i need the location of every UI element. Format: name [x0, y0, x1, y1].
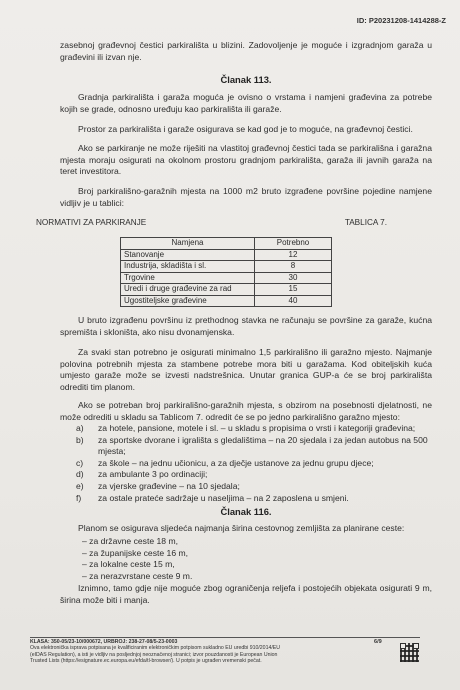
paragraph-8: Planom se osigurava sljedeća najmanja širina cestovnog zemljišta za planirane ceste:	[78, 523, 405, 533]
table-header-row	[121, 238, 332, 250]
table-row	[121, 261, 332, 273]
table-header-cell: Namjena	[121, 238, 255, 250]
footer-divider	[30, 637, 420, 638]
list-text: za vjerske građevine – na 10 sjedala;	[98, 480, 240, 491]
qr-code-icon	[400, 643, 419, 662]
table-row	[121, 272, 332, 284]
list-marker: d)	[76, 469, 84, 480]
footer-signature-note: Trusted Lists (https://esignature.ec.europa.eu/efda/tl-browser/). U potpis je ugrađen vremenski pečat.	[30, 658, 262, 665]
list-item: – za županijske ceste 16 m,	[82, 547, 189, 558]
footer-signature-note: (eIDAS Regulation), a isti je vidljiv na posljednjoj neoznačenoj stranici; izvor pouzdanosti je European Union	[30, 651, 278, 658]
paragraph-6: Za svaki stan potrebno je osigurati minimalno 1,5 parkirališno ili garažno mjesto. Najmanje polovina potrebnih mjesta za stambene potrebe mora biti u garažama. Kod obiteljskih kuća umjesto garaže može se izvesti nadstrešnica. Unutar granica GUP-a će se broj parkirališta odrediti tim planom.	[60, 347, 432, 392]
list-marker: b)	[76, 434, 84, 445]
list-text: za škole – na jednu učionicu, a za dječje ustanove za jednu grupu djece;	[98, 457, 374, 468]
page-number: 6/9	[374, 639, 382, 645]
list-marker: e)	[76, 480, 84, 491]
footer	[30, 639, 380, 665]
list-item: – za nerazvrstane ceste 9 m.	[82, 570, 193, 581]
road-width-list	[78, 536, 378, 582]
norms-label: NORMATIVI ZA PARKIRANJE	[36, 218, 147, 227]
document-id: ID: P20231208-1414288-Z	[356, 16, 446, 25]
list-item: – za lokalne ceste 15 m,	[82, 559, 175, 570]
list-item: – za državne ceste 18 m,	[82, 536, 179, 546]
list-marker: f)	[76, 492, 82, 503]
paragraph-1: Gradnja parkirališta i garaža moguća je ovisno o vrstama i namjeni građevina za potrebe kojih se grade, odnosno uređuju kao parkirališta ili garaže.	[60, 92, 432, 114]
table-cell: Uredi i druge građevine za rad	[121, 284, 255, 296]
table-header-cell: Potrebno	[255, 238, 332, 250]
parking-norms-table	[120, 237, 332, 307]
table-label: TABLICA 7.	[344, 218, 387, 227]
table-cell: 40	[255, 295, 332, 307]
table-cell: Industrija, skladišta i sl.	[121, 261, 255, 273]
list-marker: a)	[76, 423, 84, 433]
list-marker: c)	[76, 457, 84, 468]
table-cell: 8	[255, 261, 332, 273]
list-item	[76, 458, 432, 470]
article-116-heading: Članak 116.	[220, 506, 272, 517]
list-item	[76, 481, 432, 493]
list-item	[76, 435, 432, 458]
paragraph-continuation: zasebnoj građevnoj čestici parkirališta u blizini. Zadovoljenje je moguće i izgradnjom garaža u građevini ili izvan nje.	[60, 40, 432, 62]
table-cell: Stanovanje	[121, 249, 255, 261]
paragraph-2: Prostor za parkirališta i garaže osigurava se kad god je to moguće, na građevnoj čestici.	[78, 124, 413, 134]
table-cell: 30	[255, 272, 332, 284]
footer-signature-note: Ova elektronička isprava potpisana je kvalificiranim elektroničkim potpisom sukladno EU uredbi 910/2014/EU	[30, 645, 280, 652]
paragraph-4: Broj parkirališno-garažnih mjesta na 1000 m2 bruto izgrađene površine pojedine namjene vidljiv je u tablici:	[60, 186, 432, 208]
table-row	[121, 295, 332, 307]
paragraph-7: Ako se potreban broj parkirališno-garažnih mjesta, s obzirom na posebnosti djelatnosti, ne može odrediti u skladu sa Tablicom 7. odredit će se po jedno parkirališno garažno mjesto:	[60, 400, 432, 422]
table-row	[121, 284, 332, 296]
table-cell: Ugostiteljske građevine	[121, 295, 255, 307]
parking-exceptions-list	[76, 423, 432, 504]
list-item	[76, 423, 432, 435]
article-113-heading: Članak 113.	[220, 74, 272, 85]
paragraph-3: Ako se parkiranje ne može riješiti na vlastitoj građevnoj čestici tada se parkirališna i garažna mjesta moraju osigurati na okolnom prostoru gradnjom parkirališta, garaža ili javnih garaža na teret investitora.	[60, 143, 432, 177]
list-text: za hotele, pansione, motele i sl. – u skladu s propisima o vrsti i kategoriji građevina;	[98, 423, 416, 433]
paragraph-9: Iznimno, tamo gdje nije moguće zbog ograničenja reljefa i postojećih objekata osigurati 9 m, širina može biti i manja.	[60, 583, 432, 605]
table-cell: Trgovine	[121, 272, 255, 284]
list-item	[76, 493, 432, 505]
norms-caption-row	[36, 218, 421, 227]
list-text: za sportske dvorane i igrališta s gledalištima – na 20 sjedala i za jedan autobus na 500 mjesta;	[98, 434, 428, 457]
table-row	[121, 249, 332, 261]
list-item	[76, 469, 432, 481]
table-cell: 12	[255, 249, 332, 261]
table-cell: 15	[255, 284, 332, 296]
paragraph-5: U bruto izgrađenu površinu iz prethodnog stavka ne računaju se površine za garaže, kućna spremišta i skloništa, ako nisu dvonamjenska.	[60, 315, 432, 337]
list-text: za ambulante 3 po ordinaciji;	[98, 469, 208, 480]
footer-klasa: KLASA: 350-05/23-10/000672, URBROJ: 238-27-08/5-23-0003	[30, 639, 178, 645]
list-text: za ostale prateće sadržaje u naseljima – na 2 zaposlena u smjeni.	[98, 492, 349, 503]
